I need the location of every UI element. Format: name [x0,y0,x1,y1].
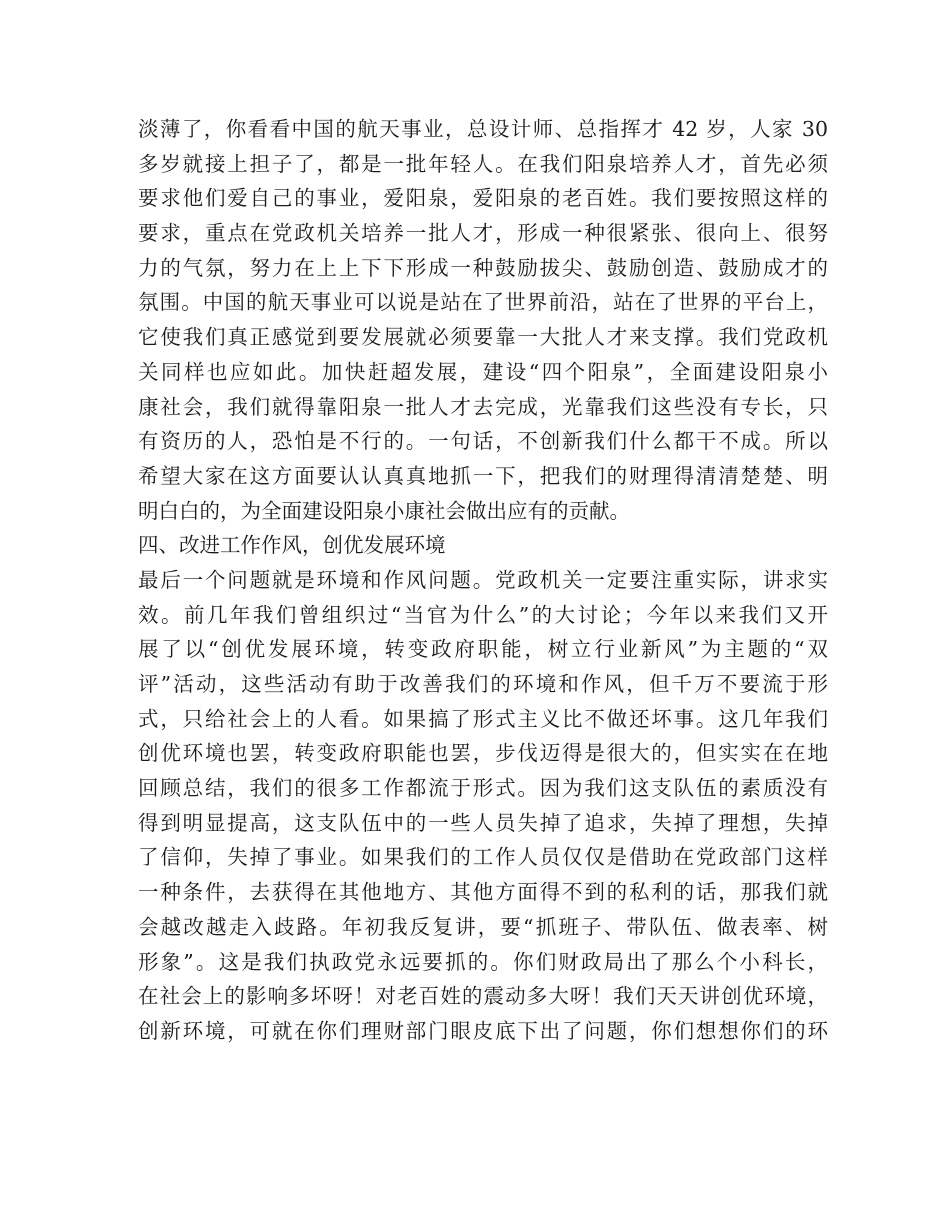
text-line: 有资历的人，恐怕是不行的。一句话，不创新我们什么都干不成。所以 [138,429,828,454]
text-line: 回顾总结，我们的很多工作都流于形式。因为我们这支队伍的素质没有 [138,776,828,801]
text-line: 希望大家在这方面要认认真真地抓一下，把我们的财理得清清楚楚、明 [138,463,828,488]
text-line: 形象”。这是我们执政党永远要抓的。你们财政局出了那么个小科长， [138,949,828,974]
section-heading: 四、改进工作作风，创优发展环境 [138,533,446,558]
text-line: 要求，重点在党政机关培养一批人才，形成一种很紧张、很向上、很努 [138,221,828,246]
text-line: 氛围。中国的航天事业可以说是站在了世界前沿，站在了世界的平台上， [138,290,828,315]
body-text [138,112,828,1049]
text-line: 会越改越走入歧路。年初我反复讲，要“抓班子、带队伍、做表率、树 [138,914,828,939]
text-line: 最后一个问题就是环境和作风问题。党政机关一定要注重实际，讲求实 [138,567,828,592]
text-line: 力的气氛，努力在上上下下形成一种鼓励拔尖、鼓励创造、鼓励成才的 [138,255,828,280]
text-line: 康社会，我们就得靠阳泉一批人才去完成，光靠我们这些没有专长，只 [138,394,828,419]
paragraph-end-line: 明白白的，为全面建设阳泉小康社会做出应有的贡献。 [138,498,630,523]
text-line: 多岁就接上担子了，都是一批年轻人。在我们阳泉培养人才，首先必须 [138,151,828,176]
text-line: 效。前几年我们曾组织过“当官为什么”的大讨论；今年以来我们又开 [138,602,828,627]
text-line: 展了以“创优发展环境，转变政府职能，树立行业新风”为主题的“双 [138,637,828,662]
text-line: 创优环境也罢，转变政府职能也罢，步伐迈得是很大的，但实实在在地 [138,741,828,766]
text-line: 淡薄了，你看看中国的航天事业，总设计师、总指挥才 42 岁，人家 30 [138,117,828,141]
text-line: 在社会上的影响多坏呀！对老百姓的震动多大呀！我们天天讲创优环境， [138,984,828,1009]
text-line: 一种条件，去获得在其他地方、其他方面得不到的私利的话，那我们就 [138,880,828,905]
text-line: 它使我们真正感觉到要发展就必须要靠一大批人才来支撑。我们党政机 [138,325,828,350]
text-line: 评”活动，这些活动有助于改善我们的环境和作风，但千万不要流于形 [138,672,828,696]
text-line: 了信仰，失掉了事业。如果我们的工作人员仅仅是借助在党政部门这样 [138,845,828,870]
text-line: 式，只给社会上的人看。如果搞了形式主义比不做还坏事。这几年我们 [138,706,828,731]
text-line: 关同样也应如此。加快赶超发展，建设“四个阳泉”，全面建设阳泉小 [138,359,828,384]
text-line: 要求他们爱自己的事业，爱阳泉，爱阳泉的老百姓。我们要按照这样的 [138,186,828,211]
text-line: 创新环境，可就在你们理财部门眼皮底下出了问题，你们想想你们的环 [138,1018,828,1043]
text-line: 得到明显提高，这支队伍中的一些人员失掉了追求，失掉了理想，失掉 [138,810,828,835]
